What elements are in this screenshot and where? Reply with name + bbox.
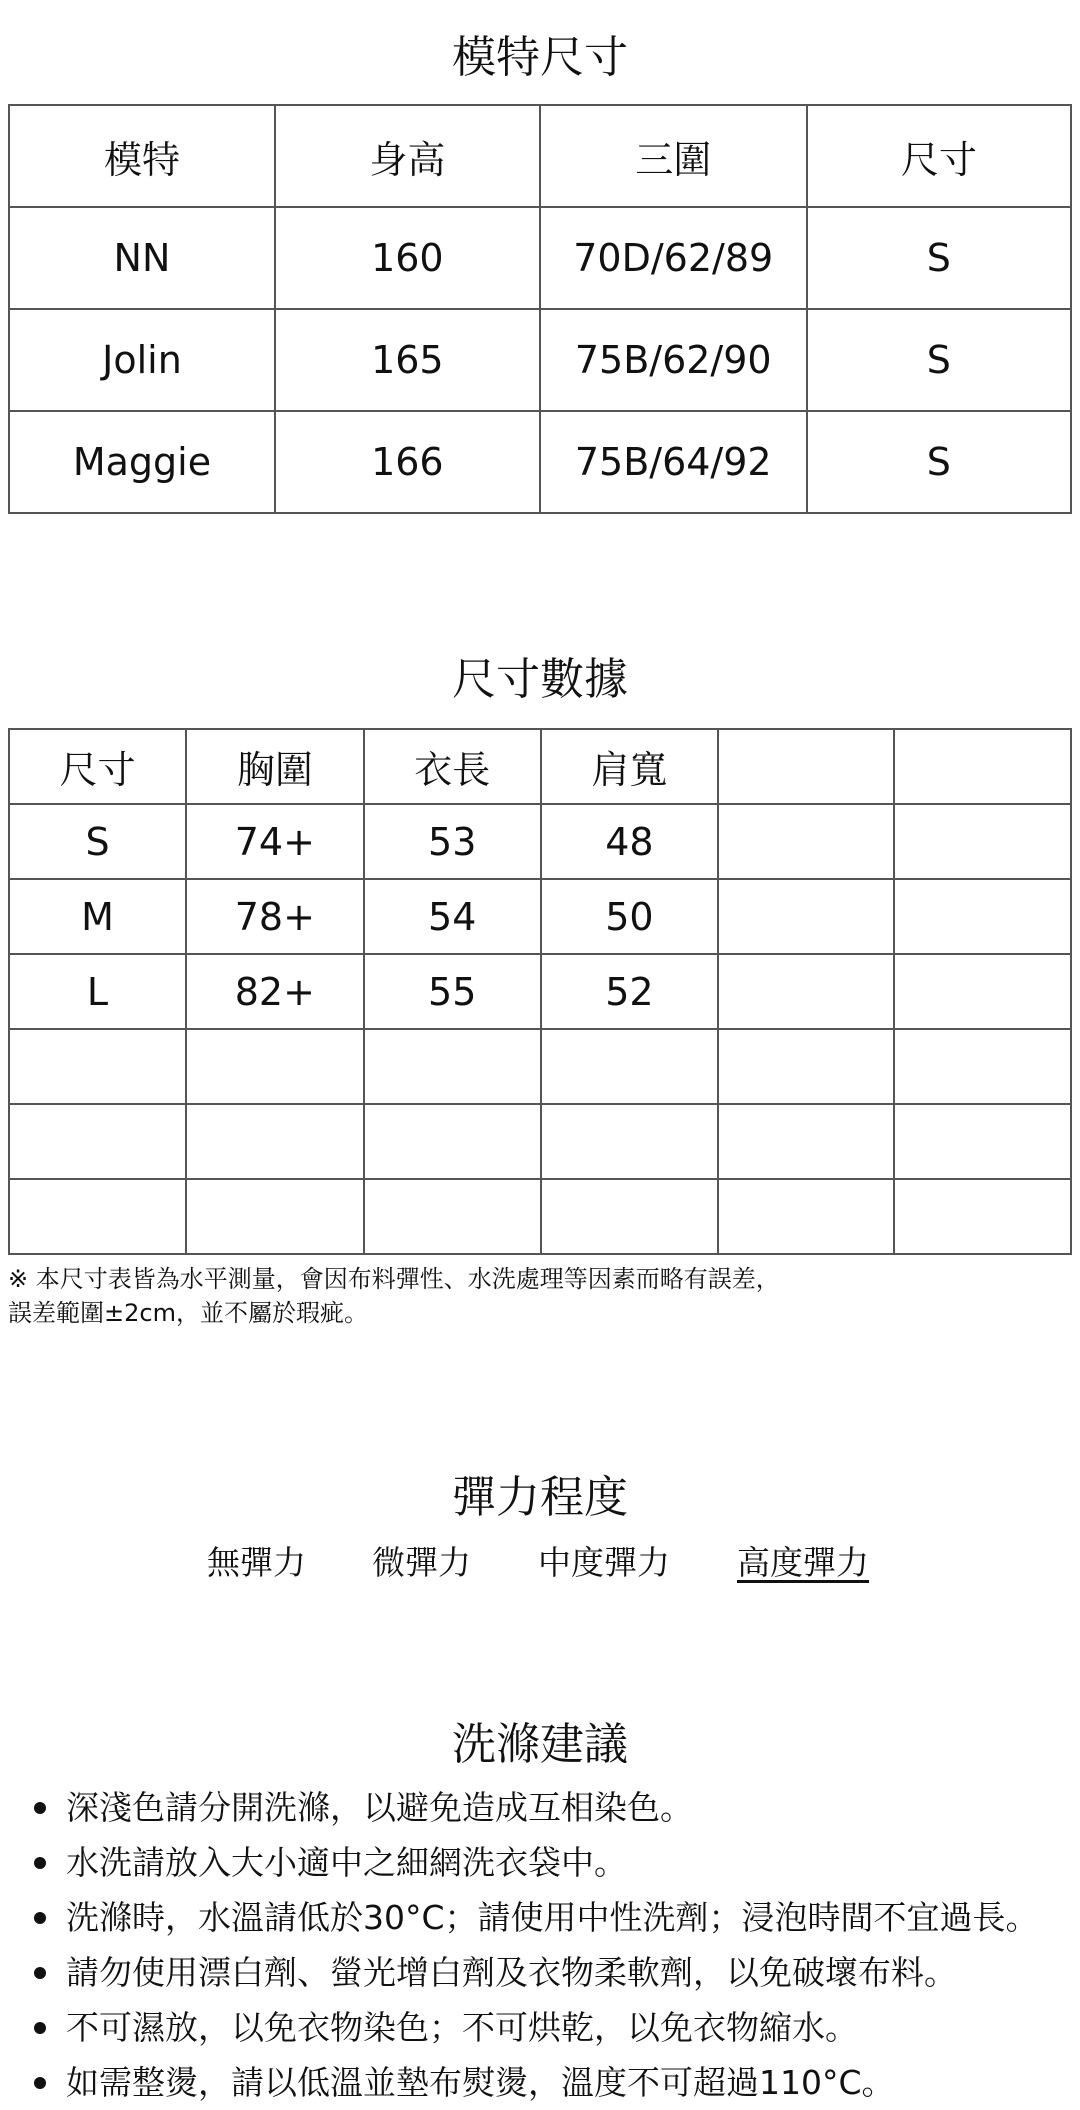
table-cell	[894, 804, 1071, 879]
model-size-table	[8, 104, 1072, 514]
table-row	[9, 411, 1071, 513]
bullet-icon	[34, 1802, 46, 1814]
list-item	[0, 1890, 1080, 1945]
size-data-title: 尺寸數據	[452, 654, 628, 705]
table-cell: 165	[275, 309, 540, 411]
table-cell: S	[9, 804, 186, 879]
list-item	[0, 1945, 1080, 2000]
table-cell	[186, 1104, 364, 1179]
table-cell	[9, 1104, 186, 1179]
list-item	[0, 2055, 1080, 2110]
elasticity-option-slight: 微彈力	[372, 1543, 471, 1582]
table-cell	[718, 1104, 894, 1179]
table-cell	[9, 1179, 186, 1254]
table-cell: 55	[364, 954, 541, 1029]
table-header-cell: 尺寸	[807, 105, 1071, 207]
table-cell: Maggie	[9, 411, 275, 513]
list-item	[0, 1835, 1080, 1890]
table-row	[9, 1104, 1071, 1179]
table-header-cell: 胸圍	[186, 729, 364, 804]
table-cell	[718, 954, 894, 1029]
table-cell: 53	[364, 804, 541, 879]
table-cell	[894, 1104, 1071, 1179]
table-cell	[718, 804, 894, 879]
table-row	[9, 954, 1071, 1029]
list-item	[0, 1780, 1080, 1835]
size-note-line: 誤差範圍±2cm，並不屬於瑕疵。	[8, 1299, 368, 1327]
elasticity-option-medium: 中度彈力	[538, 1543, 670, 1582]
table-cell: 160	[275, 207, 540, 309]
table-cell	[541, 1104, 718, 1179]
table-cell: 50	[541, 879, 718, 954]
table-cell: Jolin	[9, 309, 275, 411]
table-cell	[718, 1179, 894, 1254]
elasticity-option-none: 無彈力	[207, 1543, 306, 1582]
table-row	[9, 309, 1071, 411]
table-header-cell: 身高	[275, 105, 540, 207]
elasticity-title: 彈力程度	[452, 1472, 628, 1523]
washing-title: 洗滌建議	[452, 1719, 628, 1770]
table-row	[9, 879, 1071, 954]
list-item-text: 不可濕放，以免衣物染色；不可烘乾，以免衣物縮水。	[66, 2008, 858, 2047]
bullet-icon	[34, 2022, 46, 2034]
table-cell	[364, 1179, 541, 1254]
table-cell	[894, 954, 1071, 1029]
model-size-title: 模特尺寸	[452, 32, 628, 83]
table-cell: S	[807, 411, 1071, 513]
table-cell: 75B/64/92	[540, 411, 807, 513]
bullet-icon	[34, 2077, 46, 2089]
table-header-cell: 模特	[9, 105, 275, 207]
size-data-table	[8, 728, 1072, 1255]
table-cell	[894, 1029, 1071, 1104]
table-cell: 82+	[186, 954, 364, 1029]
bullet-icon	[34, 1912, 46, 1924]
table-header-row	[9, 105, 1071, 207]
table-cell	[9, 1029, 186, 1104]
table-header-cell: 三圍	[540, 105, 807, 207]
table-cell	[186, 1179, 364, 1254]
table-cell: 54	[364, 879, 541, 954]
table-cell	[541, 1179, 718, 1254]
table-cell: 75B/62/90	[540, 309, 807, 411]
table-header-cell: 尺寸	[9, 729, 186, 804]
table-cell	[894, 1179, 1071, 1254]
list-item-text: 洗滌時，水溫請低於30°C；請使用中性洗劑；浸泡時間不宜過長。	[66, 1898, 1039, 1937]
table-cell: L	[9, 954, 186, 1029]
list-item-text: 深淺色請分開洗滌，以避免造成互相染色。	[66, 1788, 693, 1827]
table-cell: 70D/62/89	[540, 207, 807, 309]
washing-list	[0, 1780, 1080, 2110]
table-header-cell: 肩寬	[541, 729, 718, 804]
table-cell: 48	[541, 804, 718, 879]
table-cell: 74+	[186, 804, 364, 879]
table-header-cell	[894, 729, 1071, 804]
table-cell	[894, 879, 1071, 954]
table-cell: S	[807, 309, 1071, 411]
table-cell	[186, 1029, 364, 1104]
size-note	[8, 1262, 1072, 1330]
table-cell	[364, 1104, 541, 1179]
table-cell: M	[9, 879, 186, 954]
table-row	[9, 804, 1071, 879]
table-header-cell: 衣長	[364, 729, 541, 804]
table-header-row	[9, 729, 1071, 804]
table-cell: 166	[275, 411, 540, 513]
table-cell	[364, 1029, 541, 1104]
table-cell	[541, 1029, 718, 1104]
table-cell: S	[807, 207, 1071, 309]
table-cell: 78+	[186, 879, 364, 954]
table-cell	[718, 1029, 894, 1104]
table-row	[9, 1179, 1071, 1254]
list-item	[0, 2000, 1080, 2055]
list-item-text: 水洗請放入大小適中之細網洗衣袋中。	[66, 1843, 627, 1882]
table-cell: NN	[9, 207, 275, 309]
list-item-text: 如需整燙，請以低溫並墊布熨燙，溫度不可超過110°C。	[66, 2063, 895, 2102]
bullet-icon	[34, 1857, 46, 1869]
table-row	[9, 207, 1071, 309]
bullet-icon	[34, 1967, 46, 1979]
elasticity-option-high-selected: 高度彈力	[737, 1543, 869, 1582]
table-cell: 52	[541, 954, 718, 1029]
table-row	[9, 1029, 1071, 1104]
elasticity-options	[0, 1538, 1080, 1588]
table-header-cell	[718, 729, 894, 804]
list-item-text: 請勿使用漂白劑、螢光增白劑及衣物柔軟劑，以免破壞布料。	[66, 1953, 957, 1992]
table-cell	[718, 879, 894, 954]
size-note-line: ※ 本尺寸表皆為水平測量，會因布料彈性、水洗處理等因素而略有誤差，	[8, 1265, 780, 1293]
